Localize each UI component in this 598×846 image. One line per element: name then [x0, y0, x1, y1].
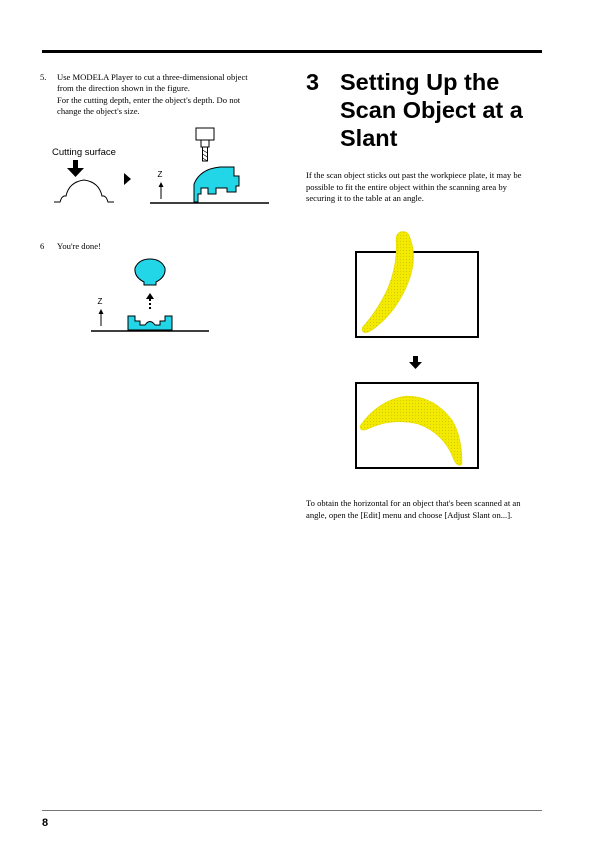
z-axis-icon [158, 170, 164, 199]
step-6 [40, 241, 101, 252]
adjust-line-2: angle, open the [Edit] menu and choose [Adjust Slant on...]. [306, 509, 513, 520]
section-number: 3 [306, 69, 320, 95]
section-heading [306, 68, 560, 152]
step-5-line-2: from the direction shown in the figure. [57, 83, 190, 94]
cutting-direction-figure [40, 122, 280, 212]
cutting-surface-label: Cutting surface [52, 147, 116, 158]
z-axis-label: Z [157, 170, 163, 179]
intro-line-2: possible to fit the entire object within the scanning area by [306, 181, 507, 192]
next-arrow-icon [124, 173, 131, 185]
heading-line-1: Setting Up the [340, 69, 500, 95]
step-6-text: You're done! [57, 241, 101, 251]
down-arrow-icon-2 [409, 356, 422, 369]
page-number: 8 [42, 817, 49, 829]
z-axis-icon-2 [98, 297, 104, 326]
end-mill-tool-icon [196, 128, 214, 161]
dome-outline [54, 180, 114, 202]
adjust-slant-paragraph [306, 498, 542, 521]
intro-line-1: If the scan object sticks out past the workpiece plate, it may be [306, 170, 522, 180]
slant-scan-figure [348, 228, 488, 478]
heading-line-2: Scan Object at a [340, 97, 523, 123]
z-axis-label-2: Z [97, 297, 103, 306]
step-5 [40, 72, 280, 118]
down-arrow-icon [67, 160, 84, 177]
step-5-line-3: For the cutting depth, enter the object's depth. Do not [57, 94, 241, 105]
adjust-line-1: To obtain the horizontal for an object that's been scanned at an [306, 498, 521, 508]
step-5-line-1: Use MODELA Player to cut a three-dimensional object [57, 72, 248, 82]
step-6-number: 6 [40, 241, 45, 251]
cut-object-shape [194, 167, 239, 202]
header-rule [42, 50, 542, 53]
dotted-up-arrow-icon [146, 293, 154, 309]
footer-rule [42, 810, 542, 811]
step-5-line-4: change the object's size. [57, 106, 140, 117]
finished-object-figure [86, 258, 216, 338]
base-piece-shape [128, 316, 172, 330]
heading-line-3: Slant [340, 125, 398, 151]
intro-line-3: securing it to the table at an angle. [306, 193, 424, 204]
intro-paragraph [306, 170, 542, 205]
detached-piece-shape [135, 259, 165, 285]
step-5-number: 5. [40, 72, 47, 82]
